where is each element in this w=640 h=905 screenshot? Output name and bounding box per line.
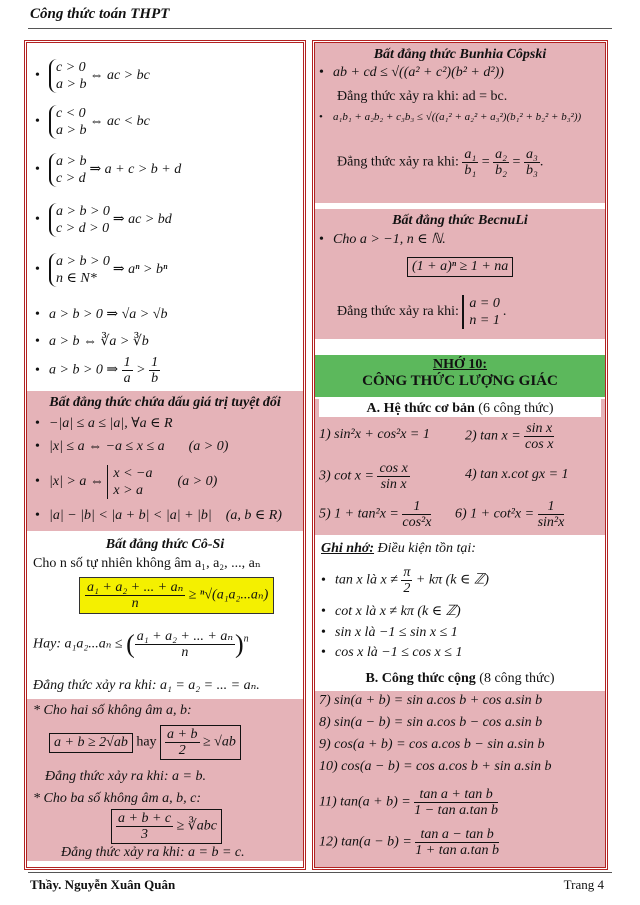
bunhia-formula-1: ab + cd ≤ √((a² + c²)(b² + d²)) <box>333 65 504 80</box>
abs-rule-4-cond: (a, b ∈ R) <box>225 508 282 523</box>
identity-6-frac: $\frac{1}{\text{sin²x}}$ <box>537 499 565 530</box>
cosi-two-title: * Cho hai số không âm a, b: <box>33 703 192 718</box>
bernoulli-section: Bất đẳng thức BecnuLi • Cho a > −1, n ∈ ℕ. (1 + a)ⁿ ≥ 1 + na Đẳng thức xảy ra khi: a = 0 n = 1 . <box>315 209 605 339</box>
abs-rule-2: |x| ≤ a ⇔ −a ≤ x ≤ a <box>49 439 165 454</box>
ineq-3-system: a > b c > d <box>49 153 86 187</box>
addition-12-frac: $\frac{\text{tan a − tan b}}{\text{1 + tan a.tan b}}$ <box>415 827 500 858</box>
note-tan-frac: $\frac{\pi}{2}$ <box>403 565 411 596</box>
ineq-1-system: c > 0 a > b <box>49 59 86 93</box>
nho10-heading: CÔNG THỨC LƯỢNG GIÁC <box>362 373 558 389</box>
addition-10: 10) cos(a − b) = cos a.cos b + sin a.sin b <box>319 759 552 774</box>
nho10-label: NHỚ 10: <box>432 357 488 372</box>
cosi-three-equality: Đẳng thức xảy ra khi: a = b = c. <box>61 845 245 860</box>
ineq-8: a > b > 0 ⇒ <box>49 362 119 378</box>
addition-8: 8) sin(a − b) = sin a.cos b − cos a.sin b <box>319 715 543 730</box>
identity-4: 4) tan x.cot gx = 1 <box>465 467 569 482</box>
bernoulli-formula: (1 + a)ⁿ ≥ 1 + na <box>407 257 513 277</box>
ineq-5-system: a > b > 0 n ∈ N* <box>49 253 110 287</box>
existence-note-section: Ghi nhớ: Điều kiện tồn tại: • tan x là x ≠ $\frac{\pi}{2}$ + kπ (k ∈ ℤ) • cot x là x ≠ kπ (k ∈ ℤ) • sin x là −1 ≤ sin x ≤ 1 • cos x là −1 ≤ cos x ≤ 1 <box>321 541 489 660</box>
cosi-main-formula: $\frac{\text{a₁ + a₂ + ... + aₙ}}{n}$ ≥ ⁿ√(a₁a₂...aₙ) <box>79 577 274 614</box>
cosi-three-formula: $\frac{a + b + c}{3}$ ≥ ∛abc <box>111 809 222 844</box>
abs-rule-4: |a| − |b| < |a + b| < |a| + |b| <box>49 508 212 523</box>
addition-count: (8 công thức) <box>479 671 555 686</box>
bunhia-equality-1: Đẳng thức xảy ra khi: ad = bc. <box>337 89 508 104</box>
ineq-2-result: ⇔ ac < bc <box>89 114 150 130</box>
bernoulli-intro: Cho a > −1, n ∈ ℕ. <box>333 232 446 247</box>
footer-page-number: Trang 4 <box>563 877 604 892</box>
abs-rule-3-system: x < −a x > a <box>107 465 152 499</box>
addition-11-frac: $\frac{\text{tan a + tan b}}{\text{1 − tan a.tan b}}$ <box>414 787 498 818</box>
bernoulli-title: Bất đẳng thức BecnuLi <box>392 213 528 228</box>
footer-divider <box>28 872 612 873</box>
bunhia-ratio-1: $\frac{\text{a₁}}{\text{b₁}}$ <box>464 147 477 178</box>
ineq-7: a > b ⇔ ∛a > ∛b <box>49 334 149 349</box>
note-tan: tan x là x ≠ <box>335 572 398 588</box>
cosi-equality: Đẳng thức xảy ra khi: a₁ = a₂ = ... = aₙ. <box>33 678 260 693</box>
cosi-mean: $\frac{\text{a₁ + a₂ + ... + aₙ}}{n}$ <box>136 629 233 660</box>
header-divider <box>28 28 612 29</box>
left-column: • c > 0 a > b ⇔ ac > bc • c < 0 a > b ⇔ ac < bc • a > b c > d ⇒ a + c > b + d • a > b > 0 c > d > 0 ⇒ ac > bd • a > b > 0 n ∈ N* ⇒ aⁿ > bⁿ • a > b > 0 ⇒ √a > √b • a > b ⇔ ∛a > ∛b • a > b > 0 ⇒ $\frac{1}{a}$ > $\frac{1}{b}$ Bất đẳng thức chứa dấu giá trị tuyệt đối • −|a| ≤ a ≤ |a|, ∀a ∈ R • |x| ≤ a ⇔ −a ≤ x ≤ a (a > 0) • |x| > a ⇔ x < −a x > a (a > 0) • |a| − |b| < |a + b| < |a| + |b| (a, b ∈ R) Bất đẳng thức Cô-Si Cho n số tự nhiên không âm a₁, a₂, ..., aₙ $\frac{\text{a₁ + a₂ + ... + aₙ}}{n}$ ≥ ⁿ√(a₁a₂...aₙ) Hay: a₁a₂...aₙ ≤ ( $\frac{\text{a₁ + a₂ + ... + aₙ}}{n}$ )$^n$ Đẳng thức xảy ra khi: a₁ = a₂ = ... = aₙ. * Cho hai số không âm a, b: a + b ≥ 2√ab hay $\frac{a + b}{2}$ ≥ √ab Đẳng thức xảy ra khi: a = b. * Cho ba số không âm a, b, c: $\frac{a + b + c}{3}$ ≥ ∛abc Đẳng thức xảy ra khi: a = b = c. <box>24 40 306 870</box>
bunhia-section: Bất đẳng thức Bunhia Côpski • ab + cd ≤ √((a² + c²)(b² + d²)) Đẳng thức xảy ra khi: ad = bc. • a₁b₁ + a₂b₂ + c₃b₃ ≤ √((a₁² + a₂² + a₃²)(b₁² + b₂² + b₃²)) Đẳng thức xảy ra khi: $\frac{\text{a₁}}{\text{b₁}}$ = $\frac{\text{a₂}}{\text{b₂}}$ = $\frac{\text{a₃}}{\text{b₃}}$ . <box>315 43 605 203</box>
abs-rule-2-cond: (a > 0) <box>188 439 229 454</box>
cosi-power: n <box>243 633 249 645</box>
identity-6: 6) 1 + cot²x = <box>455 506 535 522</box>
identity-1: 1) sin²x + cos²x = 1 <box>319 427 430 442</box>
addition-7: 7) sin(a + b) = sin a.cos b + cos a.sin b <box>319 693 543 708</box>
abs-rule-1: −|a| ≤ a ≤ |a|, ∀a ∈ R <box>49 416 173 431</box>
bunhia-ratio-2: $\frac{\text{a₂}}{\text{b₂}}$ <box>495 147 508 178</box>
ineq-3-result: ⇒ a + c > b + d <box>89 162 182 178</box>
cosi-hay: Hay: a₁a₂...aₙ ≤ <box>33 636 123 652</box>
cosi-intro: Cho n số tự nhiên không âm a₁, a₂, ..., aₙ <box>33 556 261 571</box>
bunhia-title: Bất đẳng thức Bunhia Côpski <box>373 47 547 62</box>
bernoulli-equality: Đẳng thức xảy ra khi: <box>337 304 459 320</box>
cosi-hay-2: hay <box>136 734 157 750</box>
addition-title: B. Công thức cộng <box>365 671 476 686</box>
ineq-6: a > b > 0 ⇒ √a > √b <box>49 307 168 322</box>
note-cot: cot x là x ≠ kπ (k ∈ ℤ) <box>335 604 461 619</box>
addition-section <box>315 691 605 867</box>
cosi-title: Bất đẳng thức Cô-Si <box>105 537 225 552</box>
abs-title: Bất đẳng thức chứa dấu giá trị tuyệt đối <box>49 395 281 410</box>
note-title: Ghi nhớ: <box>321 541 375 556</box>
right-column <box>312 40 608 870</box>
note-sin: sin x là −1 ≤ sin x ≤ 1 <box>335 625 458 640</box>
basic-identities-section <box>315 399 605 535</box>
identity-2-frac: $\frac{\text{sin x}}{\text{cos x}}$ <box>525 421 554 452</box>
footer-author: Thầy. Nguyễn Xuân Quân <box>30 877 176 892</box>
abs-rule-3: |x| > a ⇔ <box>49 474 104 490</box>
basic-title: A. Hệ thức cơ bản <box>366 401 475 416</box>
abs-value-section: Bất đẳng thức chứa dấu giá trị tuyệt đối • −|a| ≤ a ≤ |a|, ∀a ∈ R • |x| ≤ a ⇔ −a ≤ x ≤ a (a > 0) • |x| > a ⇔ x < −a x > a (a > 0) • |a| − |b| < |a + b| < |a| + |b| (a, b ∈ R) <box>27 391 303 531</box>
addition-9: 9) cos(a + b) = cos a.cos b − sin a.sin b <box>319 737 545 752</box>
cosi-two-formula-2: $\frac{a + b}{2}$ ≥ √ab <box>160 725 241 760</box>
bunhia-ratio-3: $\frac{\text{a₃}}{\text{b₃}}$ <box>525 147 538 178</box>
frac-1-over-a: $\frac{1}{a}$ <box>123 355 131 386</box>
note-text: Điều kiện tồn tại: <box>377 541 476 556</box>
header-title: Công thức toán THPT <box>30 6 170 22</box>
ineq-2-system: c < 0 a > b <box>49 105 86 139</box>
abs-rule-3-cond: (a > 0) <box>177 474 218 490</box>
addition-11: 11) tan(a + b) = <box>319 794 411 810</box>
frac-1-over-b: $\frac{1}{b}$ <box>151 355 159 386</box>
identity-3-frac: $\frac{\text{cos x}}{\text{sin x}}$ <box>379 461 408 492</box>
ineq-4-result: ⇒ ac > bd <box>112 212 172 228</box>
identity-2: 2) tan x = <box>465 428 521 444</box>
note-cos: cos x là −1 ≤ cos x ≤ 1 <box>335 645 463 660</box>
cosi-three-title: * Cho ba số không âm a, b, c: <box>33 791 201 806</box>
identity-5-frac: $\frac{1}{\text{cos²x}}$ <box>402 499 432 530</box>
note-tan-rest: + kπ (k ∈ ℤ) <box>415 572 489 588</box>
basic-count: (6 công thức) <box>478 401 554 416</box>
cosi-two-equality: Đẳng thức xảy ra khi: a = b. <box>45 769 206 784</box>
bunhia-formula-2: a₁b₁ + a₂b₂ + c₃b₃ ≤ √((a₁² + a₂² + a₃²)(b₁² + b₂² + b₃²)) <box>333 111 582 123</box>
bernoulli-conditions: a = 0 n = 1 <box>462 295 499 329</box>
ineq-4-system: a > b > 0 c > d > 0 <box>49 203 110 237</box>
identity-5: 5) 1 + tan²x = <box>319 506 399 522</box>
nho10-banner <box>315 355 605 397</box>
addition-12: 12) tan(a − b) = <box>319 834 412 850</box>
cosi-two-formula-1: a + b ≥ 2√ab <box>49 733 133 753</box>
cosi-cases <box>27 699 303 861</box>
ineq-5-result: ⇒ aⁿ > bⁿ <box>112 262 168 278</box>
cosi-section: Bất đẳng thức Cô-Si Cho n số tự nhiên không âm a₁, a₂, ..., aₙ $\frac{\text{a₁ + a₂ + ... + aₙ}}{n}$ ≥ ⁿ√(a₁a₂...aₙ) Hay: a₁a₂...aₙ ≤ ( $\frac{\text{a₁ + a₂ + ... + aₙ}}{n}$ )$^n$ Đẳng thức xảy ra khi: a₁ = a₂ = ... = aₙ. * Cho hai số không âm a, b: a + b ≥ 2√ab hay $\frac{a + b}{2}$ ≥ √ab Đẳng thức xảy ra khi: a = b. * Cho ba số không âm a, b, c: $\frac{a + b + c}{3}$ ≥ ∛abc Đẳng thức xảy ra khi: a = b = c. <box>27 533 303 867</box>
bunhia-equality-2: Đẳng thức xảy ra khi: <box>337 154 459 170</box>
identity-3: 3) cot x = <box>319 468 374 484</box>
ineq-1-result: ⇔ ac > bc <box>89 68 150 84</box>
